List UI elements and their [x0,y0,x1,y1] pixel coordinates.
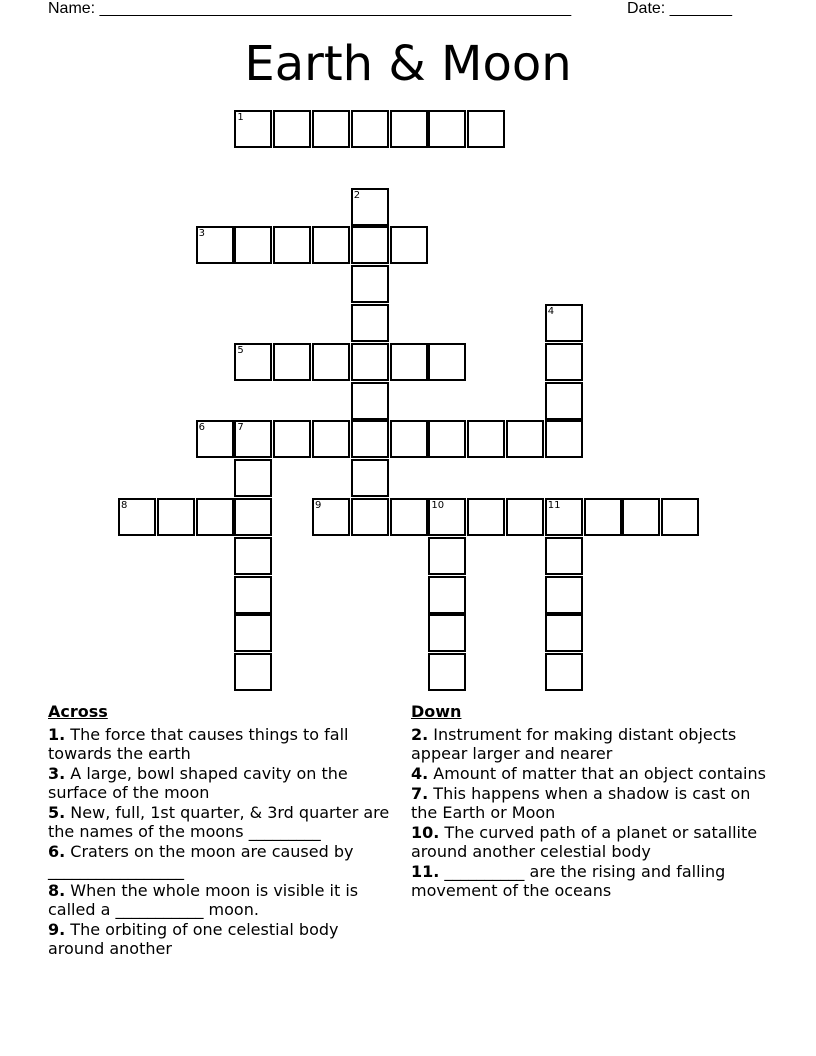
clue-number: 9 [315,500,322,511]
grid-cell[interactable] [545,537,583,575]
clue-item-number: 8. [48,881,66,900]
clue-item [411,823,766,861]
clue-item-text: The force that causes things to fall towards the earth [48,725,349,763]
grid-cell[interactable] [351,420,389,458]
clue-item-text: __________ are the rising and falling movement of the oceans [411,862,726,900]
grid-cell[interactable] [312,110,350,148]
clue-number: 10 [431,500,445,511]
grid-cell[interactable] [545,343,583,381]
grid-cell[interactable] [273,110,311,148]
clue-number: 5 [237,344,244,356]
grid-cell[interactable] [351,343,389,381]
grid-cell[interactable] [351,226,389,264]
grid-cell[interactable] [506,498,544,536]
clue-item [48,881,393,919]
clue-number: 6 [198,422,205,434]
grid-cell[interactable] [351,304,389,342]
clue-item-number: 6. [48,842,66,861]
grid-cell[interactable] [196,498,234,536]
grid-cell[interactable] [234,343,272,381]
grid-cell[interactable] [545,420,583,458]
name-field-label: Name: _____________________________________________________ [48,0,572,17]
grid-cell[interactable] [118,498,156,536]
grid-cell[interactable] [312,498,350,536]
grid-cell[interactable] [390,498,428,536]
grid-cell[interactable] [545,382,583,420]
clue-item-text: This happens when a shadow is cast on the Earth or Moon [411,784,751,822]
grid-cell[interactable] [428,110,466,148]
grid-cell[interactable] [390,420,428,458]
grid-cell[interactable] [428,343,466,381]
grid-cell[interactable] [390,226,428,264]
across-clues [48,702,393,959]
grid-cell[interactable] [390,343,428,381]
clue-item-number: 9. [48,920,66,939]
clue-item-number: 3. [48,764,66,783]
clue-item-number: 7. [411,784,429,803]
grid-cell[interactable] [428,614,466,652]
grid-cell[interactable] [234,537,272,575]
clue-item-text: The orbiting of one celestial body around another [48,920,339,958]
grid-cell[interactable] [196,226,234,264]
grid-cell[interactable] [351,265,389,303]
clue-number: 8 [121,500,128,511]
grid-cell[interactable] [545,304,583,342]
across-heading: Across [48,702,108,721]
grid-cell[interactable] [545,498,583,536]
clue-number: 7 [237,422,244,434]
clue-item [411,862,766,900]
grid-cell[interactable] [196,420,234,458]
clue-item-text: Craters on the moon are caused by _________________ [48,842,354,880]
grid-cell[interactable] [234,420,272,458]
clue-item [48,920,393,958]
clue-item [48,725,393,763]
clue-number: 1 [237,112,244,123]
grid-cell[interactable] [312,343,350,381]
grid-cell[interactable] [234,226,272,264]
grid-cell[interactable] [351,459,389,497]
clue-item-text: Amount of matter that an object contains [428,764,766,783]
grid-cell[interactable] [661,498,699,536]
grid-cell[interactable] [622,498,660,536]
grid-cell[interactable] [390,110,428,148]
grid-cell[interactable] [467,110,505,148]
clue-item-text: The curved path of a planet or satallite around another celestial body [411,823,758,861]
clue-number: 4 [547,306,555,317]
grid-cell[interactable] [506,420,544,458]
grid-cell[interactable] [234,498,272,536]
grid-cell[interactable] [545,614,583,652]
clue-item [48,842,393,880]
grid-cell[interactable] [351,498,389,536]
clue-item [48,764,393,802]
puzzle-title: Earth & Moon [244,36,572,92]
grid-cell[interactable] [467,498,505,536]
grid-cell[interactable] [157,498,195,536]
grid-cell[interactable] [428,498,466,536]
grid-cell[interactable] [428,537,466,575]
grid-cell[interactable] [428,653,466,691]
grid-cell[interactable] [312,420,350,458]
grid-cell[interactable] [428,420,466,458]
grid-cell[interactable] [234,459,272,497]
clue-item-text: Instrument for making distant objects appear larger and nearer [411,725,737,763]
down-clues [411,702,766,901]
down-clue-list [411,725,766,900]
grid-cell[interactable] [584,498,622,536]
clue-item [411,784,766,822]
clue-item-number: 5. [48,803,66,822]
date-field-label: Date: _______ [627,0,732,17]
across-clue-list [48,725,393,958]
grid-cell[interactable] [273,226,311,264]
clue-item-number: 4. [411,764,429,783]
clue-item-number: 2. [411,725,429,744]
clue-item-number: 10. [411,823,440,842]
grid-cell[interactable] [234,576,272,614]
grid-cell[interactable] [312,226,350,264]
grid-cell[interactable] [545,653,583,691]
clue-item [411,725,766,763]
grid-cell[interactable] [428,576,466,614]
grid-cell[interactable] [351,110,389,148]
grid-cell[interactable] [351,382,389,420]
clue-item-number: 1. [48,725,66,744]
grid-cell[interactable] [545,576,583,614]
grid-cell[interactable] [273,343,311,381]
down-heading: Down [411,702,462,721]
grid-cell[interactable] [234,653,272,691]
grid-cell[interactable] [351,188,389,226]
grid-cell[interactable] [467,420,505,458]
clue-item-text: When the whole moon is visible it is called a ___________ moon. [48,881,359,919]
clue-number: 2 [353,189,361,201]
grid-cell[interactable] [273,420,311,458]
grid-cell[interactable] [234,110,272,148]
grid-cell[interactable] [234,614,272,652]
clue-number: 3 [198,228,205,240]
clue-number: 11 [547,500,561,511]
clue-item-text: New, full, 1st quarter, & 3rd quarter are the names of the moons _________ [48,803,390,841]
clue-item [411,764,766,783]
clue-item [48,803,393,841]
clue-item-text: A large, bowl shaped cavity on the surface of the moon [48,764,348,802]
clue-item-number: 11. [411,862,440,881]
